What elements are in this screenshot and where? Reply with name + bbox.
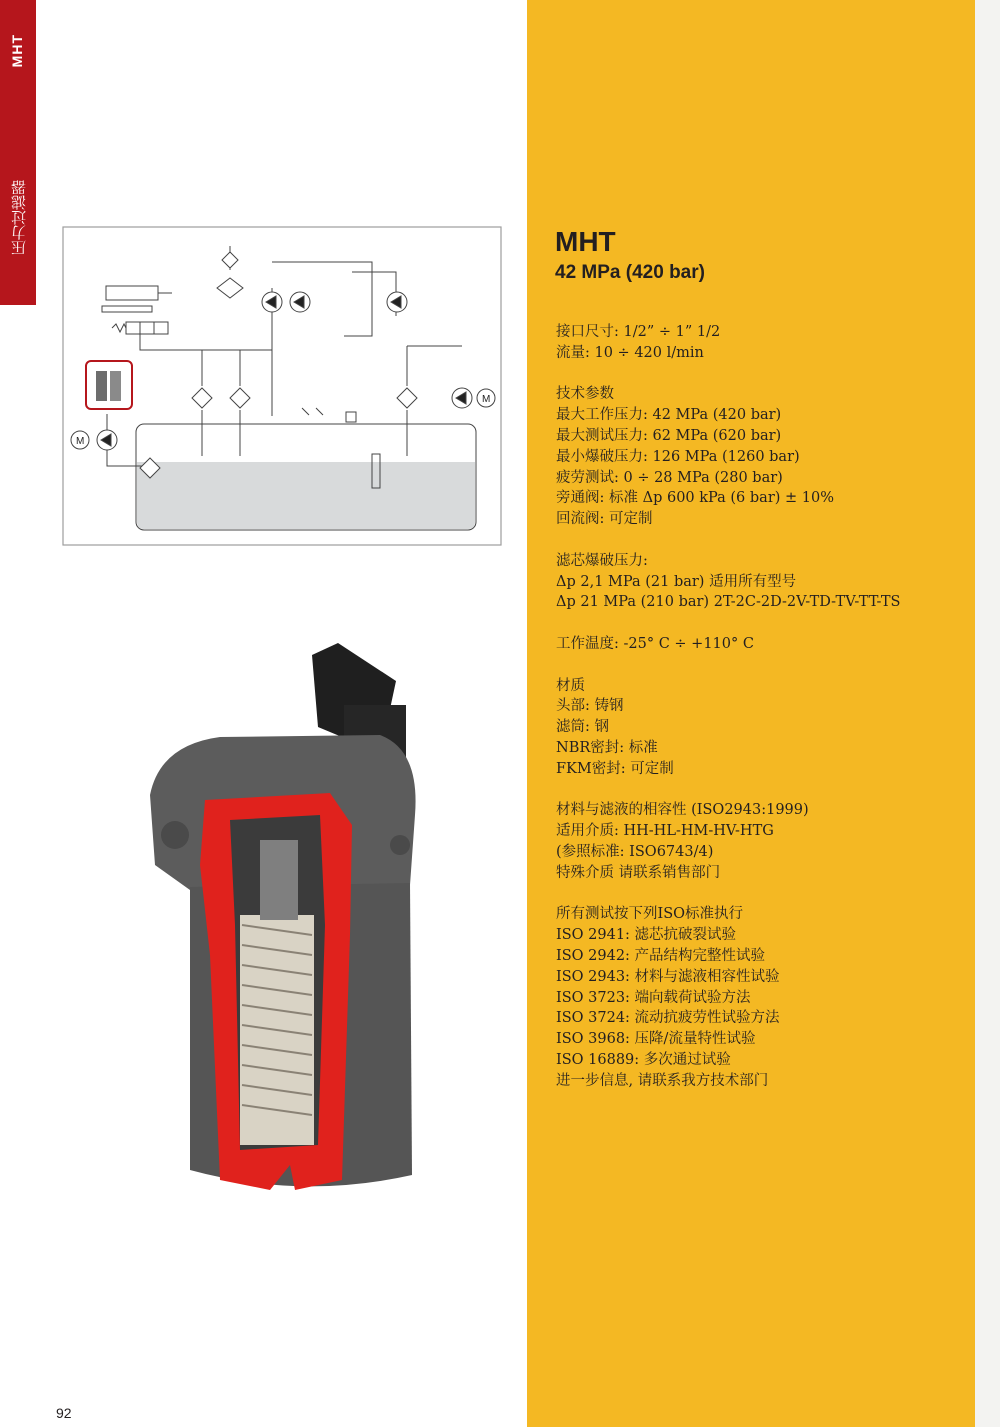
- spec-line: (参照标准: ISO6743/4): [556, 843, 714, 860]
- spec-line: 特殊介质 请联系销售部门: [556, 864, 721, 881]
- spec-line: 进一步信息, 请联系我方技术部门: [556, 1072, 769, 1089]
- spec-line: 最大测试压力: 62 MPa (620 bar): [556, 427, 782, 444]
- page-number: 92: [56, 1405, 72, 1421]
- spec-line: FKM密封: 可定制: [556, 760, 674, 777]
- spec-line: ISO 3968: 压降/流量特性试验: [556, 1031, 756, 1048]
- spec-line: 所有测试按下列ISO标准执行: [556, 906, 744, 923]
- spec-line: ISO 2941: 滤芯抗破裂试验: [556, 927, 737, 944]
- spec-line: 工作温度: -25° C ÷ +110° C: [556, 635, 754, 652]
- spec-spacer: [556, 613, 961, 634]
- spec-line: ISO 3723: 端向载荷试验方法: [556, 989, 751, 1006]
- spec-spacer: [556, 530, 961, 551]
- hydraulic-schematic-diagram: [62, 226, 502, 546]
- spec-line: Δp 2,1 MPa (21 bar) 适用所有型号: [556, 573, 797, 590]
- spec-line: 最小爆破压力: 126 MPa (1260 bar): [556, 448, 800, 465]
- spec-line: 技术参数: [556, 386, 614, 403]
- filter-cutaway-image: [130, 625, 450, 1210]
- spec-line: ISO 3724: 流动抗疲劳性试验方法: [556, 1010, 780, 1027]
- page-edge-strip: [975, 0, 1000, 1427]
- spec-line: NBR密封: 标准: [556, 739, 658, 756]
- spec-line: 最大工作压力: 42 MPa (420 bar): [556, 407, 782, 424]
- spec-line: 滤芯爆破压力:: [556, 552, 648, 569]
- spec-line: 流量: 10 ÷ 420 l/min: [556, 344, 704, 361]
- spec-spacer: [556, 780, 961, 801]
- side-tab: [0, 0, 36, 305]
- motor-label-left: M: [76, 436, 85, 447]
- spec-list: [556, 322, 961, 1091]
- spec-spacer: [556, 655, 961, 676]
- spec-line: 材质: [556, 677, 585, 694]
- spec-line: 回流阀: 可定制: [556, 511, 653, 528]
- spec-line: 头部: 铸钢: [556, 698, 624, 715]
- spec-line: 接口尺寸: 1/2” ÷ 1” 1/2: [556, 324, 721, 340]
- motor-label-right: M: [482, 394, 491, 405]
- spec-line: 适用介质: HH-HL-HM-HV-HTG: [556, 823, 774, 840]
- product-title: MHT: [555, 226, 616, 257]
- side-tab-category: 压力过滤器: [10, 180, 28, 255]
- spec-spacer: [556, 884, 961, 905]
- spec-line: Δp 21 MPa (210 bar) 2T-2C-2D-2V-TD-TV-TT-TS: [556, 594, 901, 611]
- spec-spacer: [556, 364, 961, 385]
- spec-line: ISO 16889: 多次通过试验: [556, 1051, 731, 1068]
- spec-line: 滤筒: 钢: [556, 719, 609, 736]
- side-tab-product-code: MHT: [9, 34, 25, 68]
- spec-line: ISO 2943: 材料与滤液相容性试验: [556, 968, 780, 985]
- spec-line: 材料与滤液的相容性 (ISO2943:1999): [556, 802, 809, 819]
- product-pressure-rating: 42 MPa (420 bar): [555, 262, 705, 283]
- spec-line: ISO 2942: 产品结构完整性试验: [556, 947, 766, 964]
- spec-line: 疲劳测试: 0 ÷ 28 MPa (280 bar): [556, 469, 783, 486]
- spec-line: 旁通阀: 标准 Δp 600 kPa (6 bar) ± 10%: [556, 490, 834, 507]
